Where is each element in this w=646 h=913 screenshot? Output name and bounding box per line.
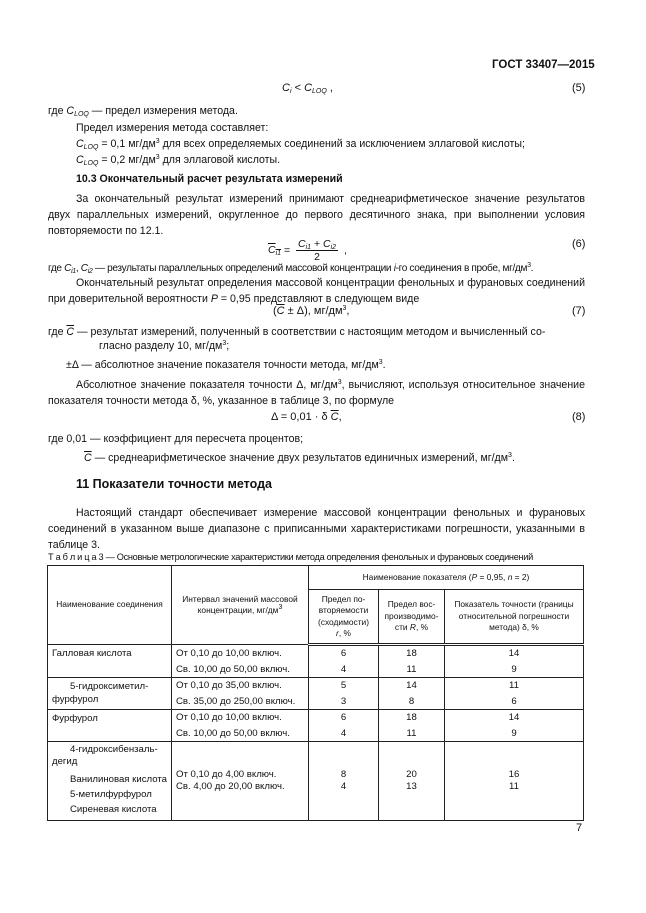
value-delta: 6 <box>445 694 584 710</box>
paragraph-8: Абсолютное значение показателя точности Δ, $мг/дм^3$, вычисляют, используя относительное значение показателя точности метода δ, %, указанное в таблице 3, по формуле <box>48 379 585 407</box>
formula-7: $(\overline{C} \pm \Delta)$, $мг/дм^3$, <box>273 305 350 317</box>
compound-name: Галловая кислота <box>48 645 172 678</box>
loq-line-2: $C_{LOQ} = 0,2$ $мг/дм^3$ для эллаговой кислоты. <box>76 154 281 167</box>
where-8-line-1: где 0,01 — коэффициент для пересчета процентов; <box>48 433 304 445</box>
header-accuracy: Показатель точности (границы относительной погрешности метода) δ, % <box>445 590 584 645</box>
header-repeatability: Предел по-вторяемости (сходимости) r, % <box>309 590 379 645</box>
header-indicator-group: Наименование показателя (P = 0,95, n = 2) <box>309 566 584 590</box>
values-r: 8 4 <box>309 742 379 821</box>
formula-6: $C_{i1}$ = $\frac{C_{i1} + C_{i2}}{2}$ , <box>268 238 347 263</box>
value-r: 5 <box>309 678 379 694</box>
where-7-line-2: гласно разделу 10, $мг/дм^3$; <box>99 340 230 352</box>
where-7-pm-delta: ±Δ — абсолютное значение показателя точности метода, $мг/дм^3$. <box>66 359 386 371</box>
value-r: 4 <box>309 726 379 742</box>
section-11-paragraph: Настоящий стандарт обеспечивает измерение массовой концентрации фенольных и фурановых соединений в указанном выше диапазоне с приписанными характеристиками погрешности, указанными в таблице 3. <box>48 507 585 551</box>
compound-name: Фурфурол <box>48 710 172 742</box>
range: Св. 35,00 до 250,00 включ. <box>172 694 309 710</box>
loq-line-1: $C_{LOQ} = 0,1$ $мг/дм^3$ для всех определяемых соединений за исключением эллаговой кислоты; <box>76 138 525 151</box>
compound-names: 4-гидроксибензаль- дегид Ванилиновая кислота 5-метилфурфурол Сиреневая кислота <box>48 742 172 821</box>
formula-6-number: (6) <box>572 238 586 250</box>
range: От 0,10 до 35,00 включ. <box>172 678 309 694</box>
value-R: 14 <box>379 678 445 694</box>
paragraph-7: Окончательный результат определения массовой концентрации фенольных и фурановых соединений при доверительной вероятности P = 0,95 представляют в следующем виде <box>48 277 585 305</box>
compound-name: 5-гидроксиметил- фурфурол <box>48 678 172 710</box>
where-7-line-1: где $\overline{C}$ — результат измерений, полученный в соответствии с настоящим методом и вычисленный со- <box>48 326 546 338</box>
value-delta: 9 <box>445 662 584 678</box>
range: От 0,10 до 10,00 включ. <box>172 710 309 726</box>
page-number: 7 <box>576 822 583 834</box>
table-row <box>48 678 584 694</box>
value-delta: 9 <box>445 726 584 742</box>
value-r: 3 <box>309 694 379 710</box>
value-delta: 11 <box>445 678 584 694</box>
where-6: где $C_{i1}$, $C_{i2}$ — результаты параллельных определений массовой концентрации i-го соединения в пробе, $мг/дм^3$. <box>48 262 534 275</box>
formula-5: $C_i < C_{LOQ}$ , <box>282 82 333 95</box>
value-r: 6 <box>309 710 379 726</box>
header-compound-name: Наименование соединения <box>48 566 172 645</box>
table-row <box>48 645 584 662</box>
formula-5-number: (5) <box>572 82 586 94</box>
where-5: где $C_{LOQ}$ — предел измерения метода. <box>48 105 238 118</box>
section-10-3-heading: 10.3 Окончательный расчет результата измерений <box>76 173 343 185</box>
value-R: 8 <box>379 694 445 710</box>
table-row <box>48 710 584 726</box>
range: Св. 10,00 до 50,00 включ. <box>172 662 309 678</box>
value-R: 18 <box>379 710 445 726</box>
formula-8-number: (8) <box>572 411 586 423</box>
value-R: 18 <box>379 645 445 662</box>
formula-8: Δ = 0,01 · δ $\overline{C}$, <box>271 411 342 423</box>
header-interval: Интервал значений массовой концентрации, $мг/дм^3$ <box>172 566 309 645</box>
section-10-3-paragraph: За окончательный результат измерений принимают среднеарифметическое значение результатов двух параллельных измерений, округленное до первого десятичного знака, при выполнении условия повторяемости по 12.1. <box>48 193 585 237</box>
header-reproducibility: Предел вос-производимо-сти R, % <box>379 590 445 645</box>
value-r: 4 <box>309 662 379 678</box>
formula-7-number: (7) <box>572 305 586 317</box>
value-R: 11 <box>379 662 445 678</box>
document-id: ГОСТ 33407—2015 <box>492 59 595 71</box>
values-R: 20 13 <box>379 742 445 821</box>
loq-intro: Предел измерения метода составляет: <box>76 122 269 134</box>
range: От 0,10 до 10,00 включ. <box>172 645 309 662</box>
value-R: 11 <box>379 726 445 742</box>
value-delta: 14 <box>445 710 584 726</box>
table-3-caption: Т а б л и ц а 3 — Основные метрологические характеристики метода определения фенольных и фурановых соединений <box>48 552 533 562</box>
where-8-line-2: $\overline{C}$ — среднеарифметическое значение двух результатов единичных измерений, $мг/дм^3$. <box>84 452 515 464</box>
value-r: 6 <box>309 645 379 662</box>
value-delta: 14 <box>445 645 584 662</box>
table-row <box>48 742 584 821</box>
ranges: От 0,10 до 4,00 включ. Св. 4,00 до 20,00 включ. <box>172 742 309 821</box>
range: Св. 10,00 до 50,00 включ. <box>172 726 309 742</box>
fraction: $\frac{C_{i1} + C_{i2}}{2}$ <box>298 238 337 263</box>
table-3 <box>47 565 584 821</box>
section-11-heading: 11 Показатели точности метода <box>76 477 272 491</box>
values-delta: 16 11 <box>445 742 584 821</box>
